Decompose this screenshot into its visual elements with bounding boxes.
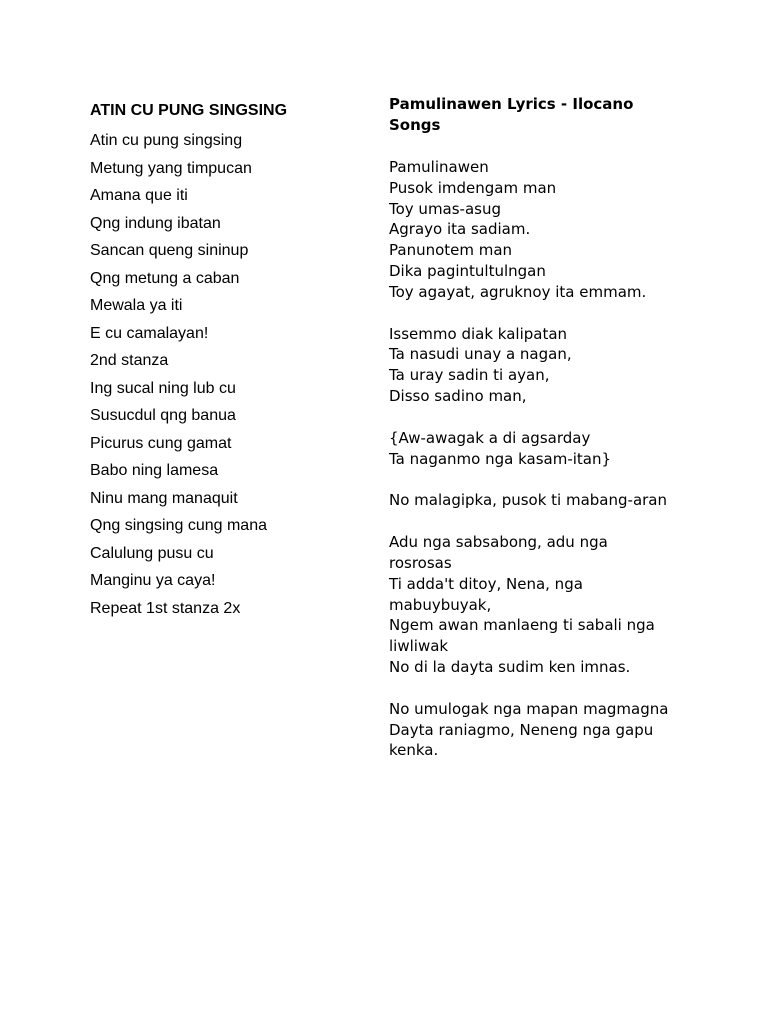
lyric-line: Susucdul qng banua	[90, 407, 236, 424]
lyric-line: Ta naganmo nga kasam-itan}	[389, 449, 612, 468]
lyric-line: Qng metung a caban	[90, 269, 240, 287]
lyric-line: Manginu ya caya!	[90, 572, 216, 589]
right-song-title-line: Songs	[389, 116, 441, 134]
lyric-line: Mewala ya iti	[90, 297, 183, 314]
lyric-line: Qng indung ibatan	[90, 214, 221, 232]
lyric-line: Pusok imdengam man	[389, 178, 557, 197]
stanza-label: 2nd stanza	[90, 352, 169, 369]
lyric-line: Amana que iti	[90, 187, 188, 204]
left-song-column	[90, 100, 360, 622]
stanza	[389, 157, 719, 303]
lyric-line: Issemmo diak kalipatan	[389, 324, 568, 343]
lyric-line: liwliwak	[389, 637, 449, 656]
lyric-line: Dika pagintultulngan	[389, 261, 546, 280]
lyric-line: Adu nga sabsabong, adu nga	[389, 533, 608, 552]
lyric-line: Sancan queng sininup	[90, 242, 249, 259]
lyric-line: Ti adda't ditoy, Nena, nga	[389, 574, 583, 593]
left-song-title: ATIN CU PUNG SINGSING	[90, 102, 288, 119]
lyric-line: rosrosas	[389, 553, 452, 572]
right-song-title	[389, 94, 719, 136]
stanza	[389, 532, 719, 678]
right-song-title-line: Pamulinawen Lyrics - Ilocano	[389, 95, 634, 113]
stanza	[389, 699, 719, 761]
lyric-line: Ta uray sadin ti ayan,	[389, 366, 550, 385]
lyric-line: Pamulinawen	[389, 158, 489, 176]
stanza	[389, 324, 719, 407]
lyric-line: Toy agayat, agruknoy ita emmam.	[389, 282, 647, 301]
lyric-line: {Aw-awagak a di agsarday	[389, 428, 591, 447]
lyric-line: Ing sucal ning lub cu	[90, 379, 236, 397]
lyric-line: Panunotem man	[389, 241, 513, 260]
lyric-line: Atin cu pung singsing	[90, 132, 243, 149]
repeat-instruction: Repeat 1st stanza 2x	[90, 599, 241, 617]
lyric-line: Qng singsing cung mana	[90, 517, 267, 534]
stanza	[389, 490, 719, 511]
lyric-line: Agrayo ita sadiam.	[389, 220, 531, 239]
lyric-line: Calulung pusu cu	[90, 544, 214, 562]
lyric-line: Toy umas-asug	[389, 199, 502, 218]
lyric-line: Disso sadino man,	[389, 386, 527, 405]
lyric-line: Ngem awan manlaeng ti sabali nga	[389, 616, 655, 635]
stanza	[389, 428, 719, 470]
lyric-line: Ta nasudi unay a nagan,	[389, 345, 572, 364]
lyric-line: Babo ning lamesa	[90, 462, 219, 479]
lyric-line: Metung yang timpucan	[90, 159, 252, 177]
lyric-line: kenka.	[389, 741, 439, 760]
lyric-line: Picurus cung gamat	[90, 434, 232, 452]
right-song-column	[389, 94, 719, 761]
lyric-line: mabuybuyak,	[389, 595, 492, 614]
lyric-line: No malagipka, pusok ti mabang-aran	[389, 491, 667, 510]
lyric-line: E cu camalayan!	[90, 324, 209, 342]
lyric-line: Ninu mang manaquit	[90, 489, 238, 507]
lyric-line: No di la dayta sudim ken imnas.	[389, 657, 631, 676]
lyric-line: Dayta raniagmo, Neneng nga gapu	[389, 720, 654, 739]
lyric-line: No umulogak nga mapan magmagna	[389, 699, 669, 718]
